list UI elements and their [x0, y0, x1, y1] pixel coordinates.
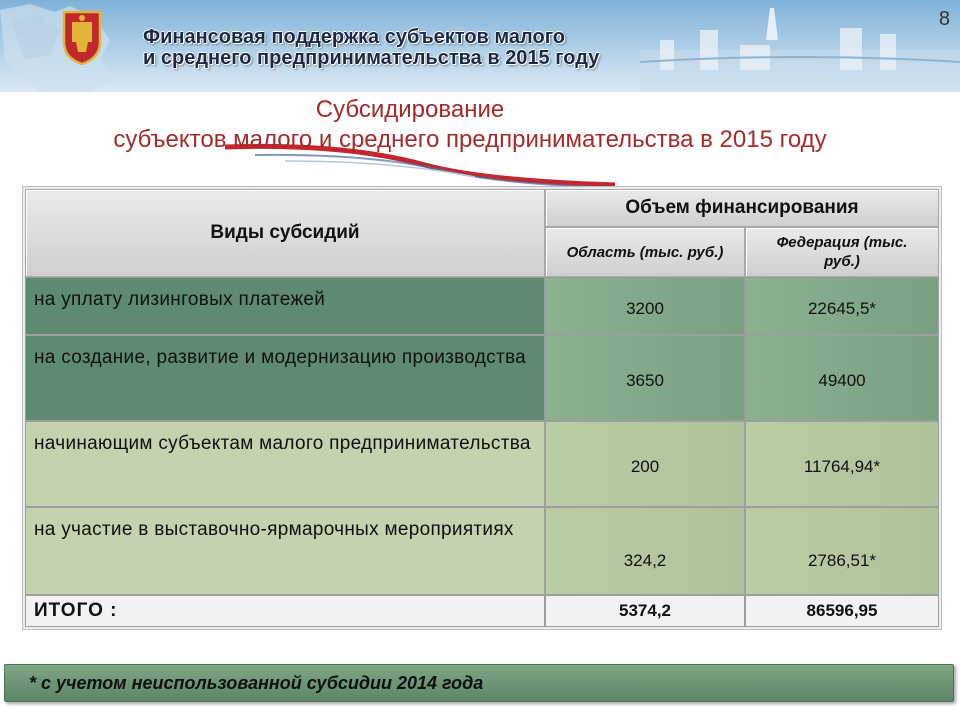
total-label: ИТОГО : — [25, 595, 545, 627]
table-cell-federal: 11764,94* — [745, 421, 939, 507]
table-row-label: на участие в выставочно-ярмарочных мероприятиях — [25, 507, 545, 595]
header-financing-volume: Объем финансирования — [545, 189, 939, 227]
table-cell-region: 324,2 — [545, 507, 745, 595]
total-federal: 86596,95 — [745, 595, 939, 627]
table-cell-region: 200 — [545, 421, 745, 507]
header-banner — [0, 0, 960, 92]
header-title-line2: и среднего предпринимательства в 2015 году — [143, 47, 600, 69]
subtitle-line1: Субсидирование — [315, 96, 505, 123]
header-title-line1: Финансовая поддержка субъектов малого — [143, 26, 565, 48]
table-cell-federal: 49400 — [745, 335, 939, 421]
slide-number: 8 — [938, 8, 950, 30]
header-federal: Федерация (тыс. руб.) — [745, 227, 939, 277]
table-row-label: начинающим субъектам малого предпринимательства — [25, 421, 545, 507]
header-subsidy-types: Виды субсидий — [25, 189, 545, 277]
subtitle-line2: субъектов малого и среднего предпринимательства в 2015 году — [113, 126, 827, 153]
table-cell-federal: 2786,51* — [745, 507, 939, 595]
subsidy-table — [22, 186, 942, 630]
table-row-label: на уплату лизинговых платежей — [25, 277, 545, 335]
table-row-label: на создание, развитие и модернизацию производства — [25, 335, 545, 421]
header-region: Область (тыс. руб.) — [545, 227, 745, 277]
table-cell-region: 3650 — [545, 335, 745, 421]
table-cell-federal: 22645,5* — [745, 277, 939, 335]
coat-of-arms-icon — [60, 8, 104, 66]
header-title — [143, 27, 703, 69]
slide-subtitle — [0, 95, 960, 155]
total-region: 5374,2 — [545, 595, 745, 627]
footnote-bar: * с учетом неиспользованной субсидии 2014 года — [4, 664, 954, 702]
table-cell-region: 3200 — [545, 277, 745, 335]
